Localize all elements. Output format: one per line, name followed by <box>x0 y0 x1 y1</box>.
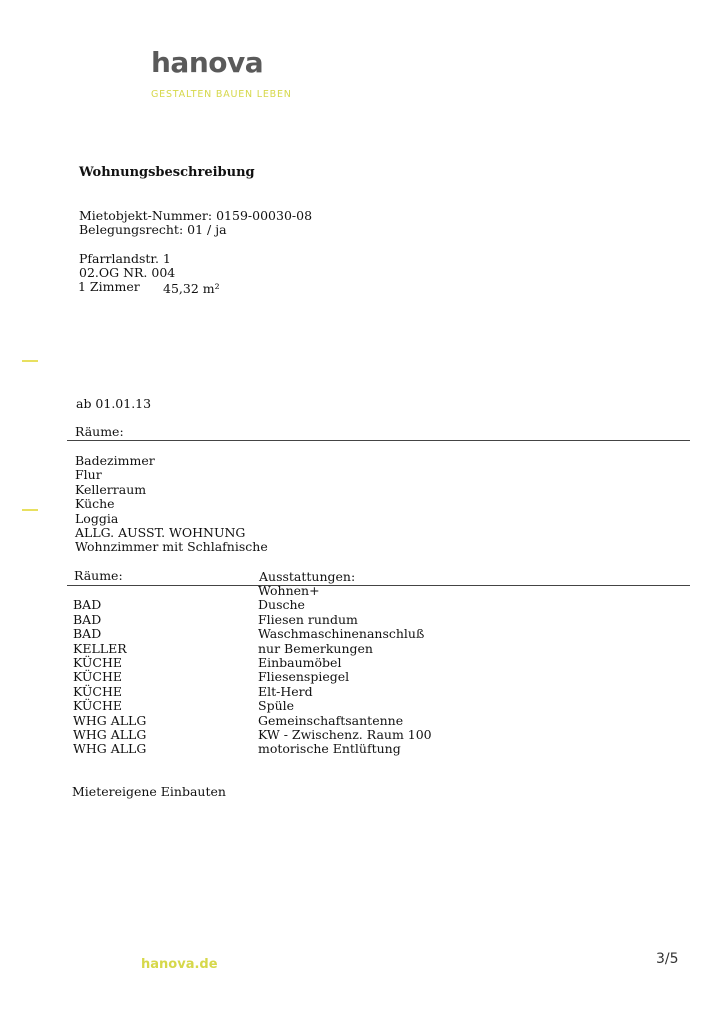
equipment-room-cell <box>73 584 146 598</box>
object-number-value: 0159-00030-08 <box>216 208 313 223</box>
equipment-cell: motorische Entlüftung <box>258 741 401 757</box>
room-item: Küche <box>75 496 115 512</box>
equipment-cell: KW - Zwischenz. Raum 100 <box>258 727 432 743</box>
room-item: Wohnzimmer mit Schlafnische <box>75 539 268 555</box>
equipment-room-cell: KÜCHE <box>73 655 123 671</box>
equipment-cell: Spüle <box>258 698 295 714</box>
equipment-cell: nur Bemerkungen <box>258 640 373 656</box>
rooms-section-header: Räume: <box>75 424 124 439</box>
margin-mark <box>22 509 38 511</box>
tenant-fixtures-label: Mietereigene Einbauten <box>72 784 226 799</box>
brand-tagline: GESTALTEN BAUEN LEBEN <box>151 89 292 100</box>
footer-website-link[interactable]: hanova.de <box>141 957 218 972</box>
equipment-room-cell: WHG ALLG <box>73 741 147 757</box>
equipment-cell: Einbaumöbel <box>258 655 342 671</box>
equipment-cell: Waschmaschinenanschluß <box>258 626 425 642</box>
room-item: ALLG. AUSST. WOHNUNG <box>75 525 246 541</box>
equipment-room-cell: WHG ALLG <box>73 712 147 728</box>
equipment-rooms-header: Räume: <box>74 568 123 583</box>
equipment-cell: Fliesenspiegel <box>258 669 350 685</box>
rooms-count: 1 Zimmer <box>78 279 140 294</box>
equipment-cell: Dusche <box>258 597 305 613</box>
occupancy-label: Belegungsrecht: <box>79 222 184 237</box>
equipment-room-cell: BAD <box>73 626 102 642</box>
room-item: Flur <box>75 467 102 483</box>
occupancy-value: 01 / ja <box>187 222 227 237</box>
equipment-column <box>258 584 432 757</box>
equipment-room-cell: KÜCHE <box>73 669 123 685</box>
living-area: 45,32 m² <box>163 281 220 296</box>
equipment-room-cell: BAD <box>73 597 102 613</box>
equipment-cell: Gemeinschaftsantenne <box>258 712 404 728</box>
room-item: Loggia <box>75 510 119 526</box>
equipment-rooms-column <box>73 584 146 757</box>
document-title: Wohnungsbeschreibung <box>79 165 255 180</box>
rooms-list <box>75 454 268 555</box>
unit-designation: 02.OG NR. 004 <box>79 265 176 280</box>
valid-from-date: ab 01.01.13 <box>76 396 152 411</box>
brand-logo: hanova <box>151 46 264 79</box>
equipment-header: Ausstattungen: <box>259 569 356 584</box>
object-number-label: Mietobjekt-Nummer: <box>79 208 213 223</box>
occupancy-line <box>79 223 227 237</box>
page-indicator: 3/5 <box>656 951 679 967</box>
section-divider <box>67 440 690 441</box>
margin-mark <box>22 360 38 362</box>
equipment-cell: Wohnen+ <box>258 583 320 598</box>
equipment-room-cell: KELLER <box>73 640 127 656</box>
equipment-cell: Fliesen rundum <box>258 611 358 627</box>
room-item: Kellerraum <box>75 481 147 497</box>
equipment-room-cell: WHG ALLG <box>73 727 147 743</box>
equipment-room-cell: KÜCHE <box>73 698 123 714</box>
room-item: Badezimmer <box>75 453 155 468</box>
street-address: Pfarrlandstr. 1 <box>79 251 171 266</box>
equipment-room-cell: BAD <box>73 611 102 627</box>
equipment-room-cell: KÜCHE <box>73 683 123 699</box>
equipment-cell: Elt-Herd <box>258 683 313 699</box>
